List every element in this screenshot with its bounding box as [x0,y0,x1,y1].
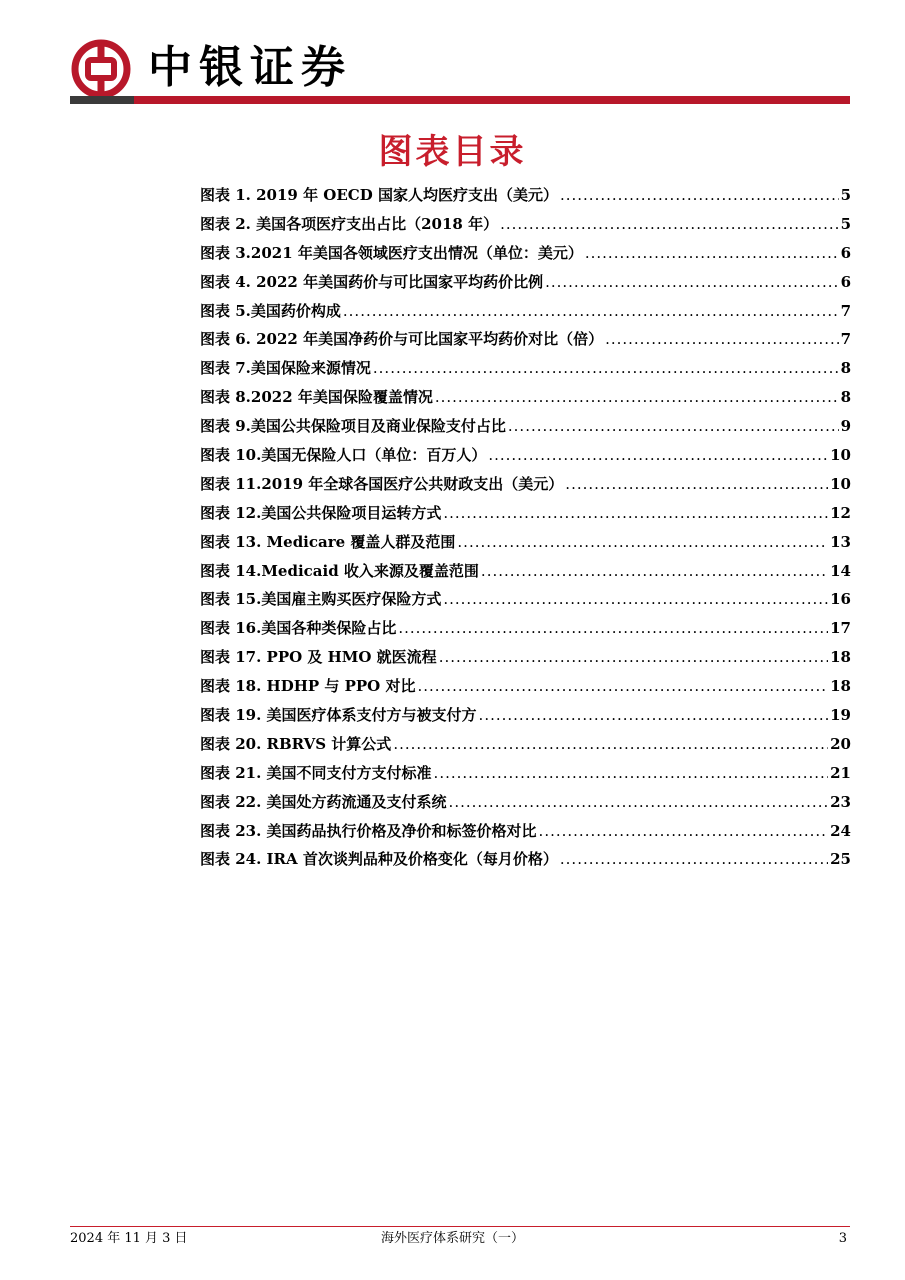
toc-item-label: 图表 6. 2022 年美国净药价与可比国家平均药价对比（倍） [200,330,604,349]
toc-list [200,184,851,877]
toc-item[interactable] [200,415,851,444]
toc-item[interactable] [200,242,851,271]
toc-item-label: 图表 9.美国公共保险项目及商业保险支付占比 [200,417,506,436]
toc-item-label: 图表 10.美国无保险人口（单位：百万人） [200,446,487,465]
toc-leader-dots [435,388,839,406]
toc-item-page: 10 [830,474,851,493]
toc-item[interactable] [200,704,851,733]
toc-item-label: 图表 17. PPO 及 HMO 就医流程 [200,648,437,667]
toc-item-page: 12 [830,503,851,522]
toc-item[interactable] [200,502,851,531]
toc-item-label: 图表 16.美国各种类保险占比 [200,619,397,638]
toc-item-label: 图表 5.美国药价构成 [200,301,341,320]
toc-item-label: 图表 3.2021 年美国各领域医疗支出情况（单位：美元） [200,243,583,262]
toc-item-page: 7 [840,301,851,320]
toc-item[interactable] [200,646,851,675]
footer-date: 2024 年 11 月 3 日 [70,1231,188,1246]
toc-item-page: 17 [830,619,851,638]
toc-leader-dots [508,417,839,435]
toc-item-label: 图表 21. 美国不同支付方支付标准 [200,763,432,782]
toc-item-page: 6 [840,243,851,262]
toc-item-page: 20 [830,734,851,753]
toc-title: 图表目录 [378,132,527,172]
toc-leader-dots [449,793,829,811]
toc-item[interactable] [200,357,851,386]
toc-item-page: 21 [830,763,851,782]
toc-leader-dots [439,648,828,666]
toc-item-label: 图表 20. RBRVS 计算公式 [200,734,392,753]
toc-leader-dots [398,619,828,637]
toc-item[interactable] [200,531,851,560]
toc-leader-dots [585,244,839,262]
toc-item[interactable] [200,733,851,762]
toc-item[interactable] [200,820,851,849]
toc-item-page: 5 [840,214,851,233]
toc-item[interactable] [200,762,851,791]
toc-item[interactable] [200,184,851,213]
toc-leader-dots [488,446,828,464]
toc-leader-dots [560,850,828,868]
toc-item[interactable] [200,617,851,646]
toc-item-page: 18 [830,677,851,696]
toc-leader-dots [539,822,829,840]
toc-leader-dots [545,273,838,291]
page-header [0,0,905,110]
toc-item-page: 13 [830,532,851,551]
toc-leader-dots [393,735,828,753]
toc-leader-dots [481,562,828,580]
toc-item[interactable] [200,675,851,704]
toc-item-page: 9 [840,417,851,436]
toc-item[interactable] [200,473,851,502]
toc-item[interactable] [200,588,851,617]
toc-item-page: 7 [840,330,851,349]
toc-leader-dots [443,504,828,522]
toc-leader-dots [565,475,828,493]
toc-item[interactable] [200,848,851,877]
bank-of-china-logo-icon [70,38,132,100]
toc-item-label: 图表 12.美国公共保险项目运转方式 [200,503,442,522]
toc-leader-dots [560,186,839,204]
toc-leader-dots [417,677,828,695]
toc-item[interactable] [200,271,851,300]
toc-leader-dots [373,359,839,377]
toc-item-label: 图表 24. IRA 首次谈判品种及价格变化（每月价格） [200,850,558,869]
toc-item[interactable] [200,300,851,329]
toc-item-label: 图表 14.Medicaid 收入来源及覆盖范围 [200,561,479,580]
toc-leader-dots [457,533,828,551]
toc-item-label: 图表 18. HDHP 与 PPO 对比 [200,677,416,696]
toc-item-page: 16 [830,590,851,609]
toc-leader-dots [605,330,838,348]
toc-item-label: 图表 19. 美国医疗体系支付方与被支付方 [200,706,477,725]
toc-item-page: 24 [830,821,851,840]
toc-item-label: 图表 8.2022 年美国保险覆盖情况 [200,388,433,407]
toc-item-label: 图表 2. 美国各项医疗支出占比（2018 年） [200,214,499,233]
toc-item-label: 图表 23. 美国药品执行价格及净价和标签价格对比 [200,821,537,840]
toc-item-page: 14 [830,561,851,580]
toc-leader-dots [343,302,839,320]
toc-item[interactable] [200,328,851,357]
toc-leader-dots [434,764,829,782]
toc-item-label: 图表 13. Medicare 覆盖人群及范围 [200,532,456,551]
toc-item-page: 8 [840,388,851,407]
toc-item-page: 23 [830,792,851,811]
toc-item-label: 图表 4. 2022 年美国药价与可比国家平均药价比例 [200,272,544,291]
toc-item-page: 18 [830,648,851,667]
toc-item-page: 8 [840,359,851,378]
toc-item-page: 6 [840,272,851,291]
footer-report-title: 海外医疗体系研究（一） [380,1231,524,1246]
toc-item-page: 25 [830,850,851,869]
toc-leader-dots [443,590,828,608]
toc-item-label: 图表 22. 美国处方药流通及支付系统 [200,792,447,811]
toc-leader-dots [500,215,838,233]
toc-item-page: 5 [840,186,851,204]
toc-item[interactable] [200,213,851,242]
footer-page-number: 3 [838,1231,847,1246]
toc-item-page: 19 [830,706,851,725]
toc-item-label: 图表 15.美国雇主购买医疗保险方式 [200,590,442,609]
toc-item[interactable] [200,560,851,589]
header-rule-red [134,96,850,104]
toc-item-label: 图表 11.2019 年全球各国医疗公共财政支出（美元） [200,474,564,493]
toc-item[interactable] [200,791,851,820]
toc-item-page: 10 [830,446,851,465]
brand-name: 中银证券 [148,42,352,93]
footer-rule [70,1226,850,1227]
toc-item[interactable] [200,444,851,473]
toc-leader-dots [479,706,829,724]
toc-item-label: 图表 7.美国保险来源情况 [200,359,371,378]
toc-item[interactable] [200,386,851,415]
header-rule-dark [70,96,134,104]
toc-item-label: 图表 1. 2019 年 OECD 国家人均医疗支出（美元） [200,186,558,204]
